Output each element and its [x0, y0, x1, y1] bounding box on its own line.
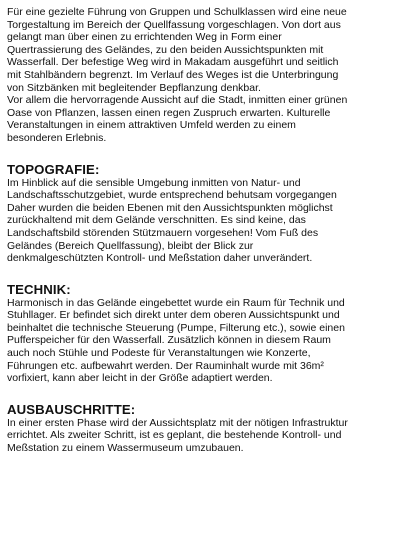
text-line: vorfixiert, kann aber leicht in der Größe adaptiert werden. [7, 372, 273, 385]
text-line: Pufferspeicher für den Wasserfall. Zusätzlich können in diesem Raum [7, 334, 331, 347]
topografie-paragraph [7, 177, 407, 265]
text-line: gelangt man über einen zu errichtenden Weg in Form einer [7, 31, 282, 44]
text-line: Vor allem die hervorragende Aussicht auf die Stadt, inmitten einer grünen [7, 94, 348, 107]
text-line: Stuhllager. Er befindet sich direkt unter dem oberen Aussichtspunkt und [7, 309, 340, 322]
topografie-heading: TOPOGRAFIE: [7, 161, 100, 177]
text-line: Veranstaltungen in einem attraktiven Umfeld werden zu einem [7, 119, 296, 132]
ausbauschritte-paragraph [7, 417, 407, 455]
text-line: Harmonisch in das Gelände eingebettet wurde ein Raum für Technik und [7, 296, 345, 309]
text-line: beinhaltet die technische Steuerung (Pumpe, Filterung etc.), sowie einen [7, 321, 345, 334]
text-line: Geländes (Bereich Quellfassung), bleibt der Blick zur [7, 239, 254, 252]
text-line: Oase von Pflanzen, lassen einen regen Zuspruch erwarten. Kulturelle [7, 106, 331, 119]
text-line: Torgestaltung im Bereich der Quellfassung vorgeschlagen. Von dort aus [7, 18, 341, 31]
technik-heading: TECHNIK: [7, 281, 71, 297]
text-line: Landschaftsschutzgebiet, wurde entsprechend behutsam vorgegangen [7, 189, 337, 202]
text-line: auch noch Stühle und Podeste für Veranstaltungen wie Konzerte, [7, 347, 311, 360]
text-line: Für eine gezielte Führung von Gruppen und Schulklassen wird eine neue [7, 6, 347, 18]
text-line: besonderen Erlebnis. [7, 131, 107, 144]
text-line: Führungen etc. aufbewahrt werden. Der Rauminhalt wurde mit 36m² [7, 359, 324, 372]
text-line: denkmalgeschützten Kontroll- und Meßstation daher unverändert. [7, 252, 313, 265]
ausbauschritte-heading: AUSBAUSCHRITTE: [7, 401, 136, 417]
document-page [7, 6, 407, 455]
text-line: Wasserfall. Der befestige Weg wird in Makadam ausgeführt und seitlich [7, 56, 339, 69]
text-line: mit Stahlbändern begrenzt. Im Verlauf des Weges ist die Unterbringung [7, 68, 339, 81]
text-line: Quertrassierung des Geländes, zu den beiden Aussichtspunkten mit [7, 43, 324, 56]
text-line: Im Hinblick auf die sensible Umgebung inmitten von Natur- und [7, 176, 301, 189]
text-line: Daher wurden die beiden Ebenen mit den Aussichtspunkten möglichst [7, 201, 333, 214]
text-line: von Sitzbänken mit begleitender Bepflanzung denkbar. [7, 81, 261, 94]
text-line: errichtet. Als zweiter Schritt, ist es geplant, die bestehende Kontroll- und [7, 429, 342, 442]
intro-paragraph [7, 6, 407, 145]
text-line: zurückhaltend mit dem Gelände verschnitten. Es sind keine, das [7, 214, 306, 227]
text-line: Landschaftsbild störenden Stützmauern vorgesehen! Vom Fuß des [7, 226, 319, 239]
technik-paragraph [7, 297, 407, 385]
text-line: Meßstation zu einem Wassermuseum umzubauen. [7, 442, 244, 455]
text-line: In einer ersten Phase wird der Aussichtsplatz mit der nötigen Infrastruktur [7, 416, 348, 429]
